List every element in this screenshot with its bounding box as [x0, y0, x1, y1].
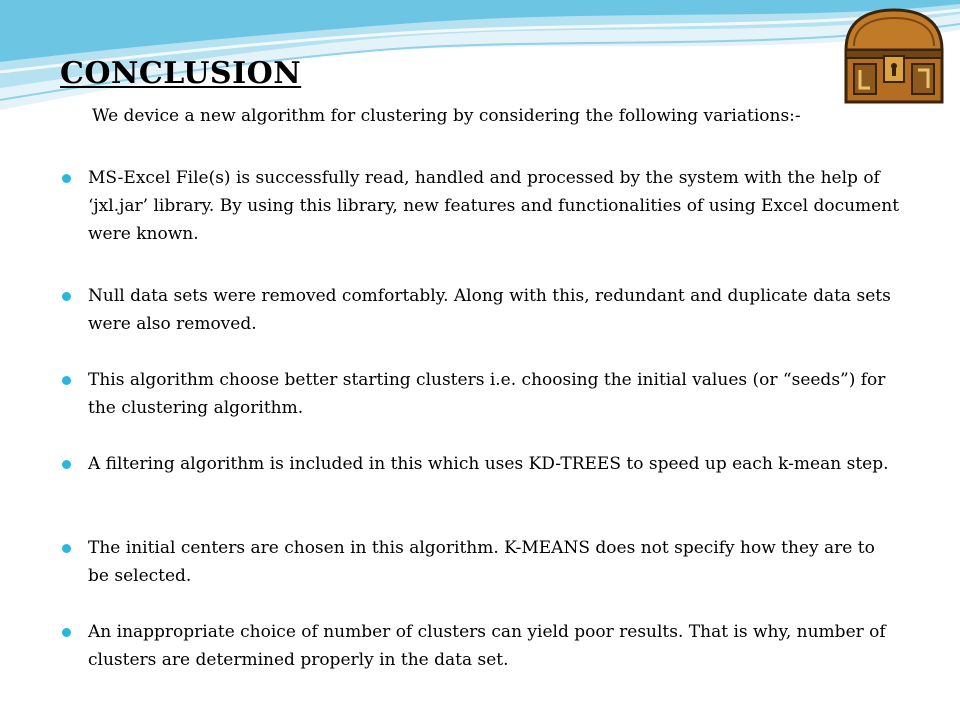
bullet-dot-icon [62, 628, 71, 637]
bullet-dot-icon [62, 460, 71, 469]
bullet-dot-icon [62, 292, 71, 301]
list-item [60, 450, 900, 506]
bullet-text: This algorithm choose better starting clusters i.e. choosing the initial values (or “seeds”) for the clustering algorithm. [88, 370, 886, 418]
bullet-dot-icon [62, 544, 71, 553]
bullet-dot-icon [62, 174, 71, 183]
intro-text: We device a new algorithm for clustering by considering the following variations:- [92, 106, 801, 126]
list-item [60, 366, 900, 422]
bullet-text: A filtering algorithm is included in this which uses KD-TREES to speed up each k-mean step. [88, 454, 889, 474]
bullet-text: The initial centers are chosen in this algorithm. K-MEANS does not specify how they are to be selected. [88, 538, 875, 586]
bullet-list [60, 164, 900, 674]
list-item [60, 164, 900, 254]
list-item [60, 534, 900, 590]
bullet-text: MS-Excel File(s) is successfully read, handled and processed by the system with the help of ‘jxl.jar’ library. By using this library, new features and functionalities of using Excel document were known. [88, 168, 900, 244]
bullet-text: An inappropriate choice of number of clusters can yield poor results. That is why, number of clusters are determined properly in the data set. [88, 622, 886, 670]
treasure-chest-icon [838, 6, 950, 106]
bullet-text: Null data sets were removed comfortably. Along with this, redundant and duplicate data sets were also removed. [88, 286, 891, 334]
list-item [60, 618, 900, 674]
bullet-dot-icon [62, 376, 71, 385]
list-item [60, 282, 900, 338]
slide-title: CONCLUSION [60, 56, 302, 91]
